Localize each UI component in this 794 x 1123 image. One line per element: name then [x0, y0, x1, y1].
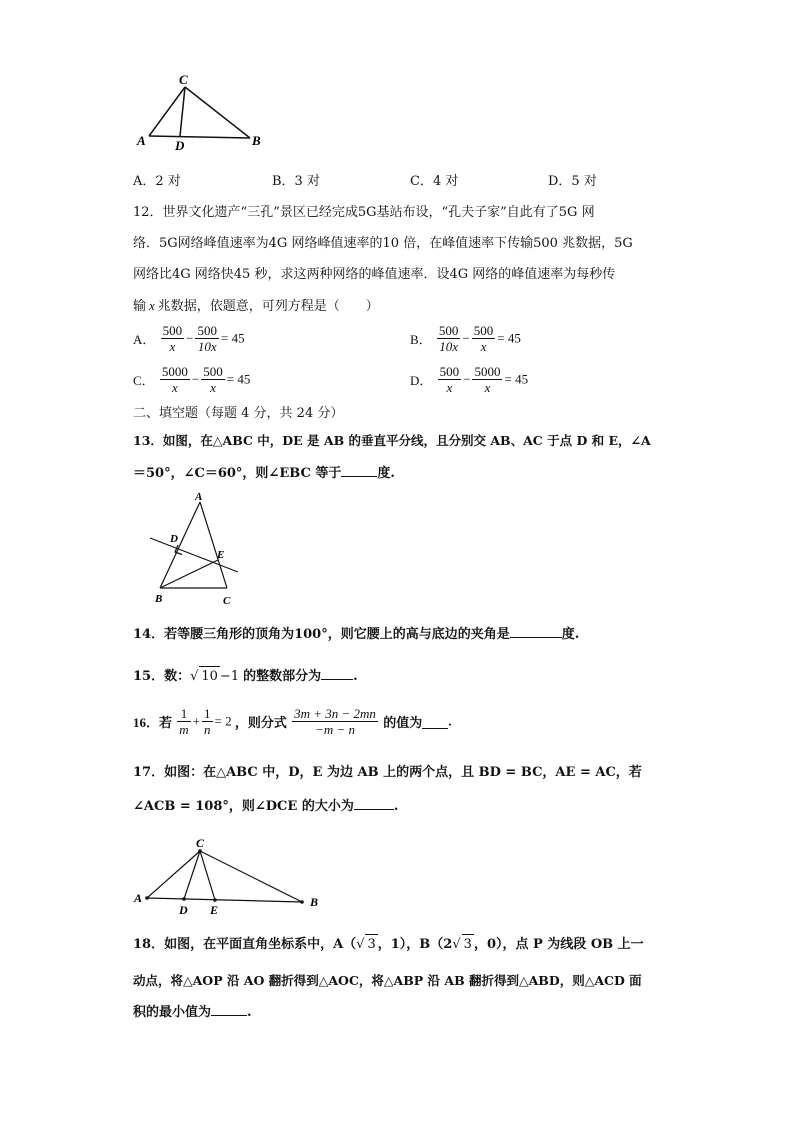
q11-label-b: B [252, 133, 261, 148]
q16-answer-blank[interactable] [422, 714, 448, 729]
q11-side-cb [185, 87, 250, 138]
q13-figure [145, 490, 250, 610]
q18-line1: 18．如图，在平面直角坐标系中，A（√ 3 ，1），B（2√ 3 ，0），点 P 为线段 OB 上一 [133, 934, 644, 955]
q12-line4 [133, 296, 379, 317]
q17-figure [130, 833, 330, 918]
q16: 16．若 $\frac{1}{m}$ + $\frac{1}{n}$ = 2 ，则分式 $\frac{3m + 3n - 2mn}{-m - n}$ 的值为 . [133, 706, 452, 737]
q17-point-a [145, 896, 149, 900]
q12-option-b: B． $\frac{500}{10x}$ − $\frac{500}{x}$ = 45 [410, 323, 521, 354]
q18-root-1: 3 [365, 934, 377, 955]
q13-label-c: C [223, 595, 231, 607]
q13-label-a: A [195, 491, 203, 503]
q12-line4-b: 兆数据，依题意，可列方程是（ ） [157, 299, 379, 314]
q18-line3: 积的最小值为 . [133, 1001, 252, 1023]
q11-figure [135, 70, 270, 155]
q11-label-a: A [137, 133, 146, 148]
q12-line4-a: 输 [133, 299, 147, 314]
q12-d-frac2: $\frac{5000}{x}$ [474, 364, 501, 395]
q17-label-d: D [179, 903, 188, 917]
q13-segment-be [160, 560, 218, 588]
q12-b-frac1: $\frac{500}{10x}$ [438, 323, 459, 354]
q16-frac-1n: $\frac{1}{n}$ [204, 706, 211, 737]
q11-side-ca [149, 87, 185, 136]
q13-label-d: D [170, 533, 178, 545]
q13-label-b: B [155, 593, 163, 605]
q17-segment-ce [200, 851, 215, 900]
q11-label-c: C [179, 72, 188, 87]
q17-point-d [182, 897, 186, 901]
q15-answer-blank[interactable] [321, 665, 353, 680]
q12-option-a: A． $\frac{500}{x}$ − $\frac{500}{10x}$ = 45 [133, 323, 245, 354]
q12-line1: 12．世界文化遗产“三孔”景区已经完成5G基站布设，“孔夫子家”自此有了5G 网 [133, 205, 595, 220]
q12-line4-var: x [149, 298, 155, 313]
q15-radicand: 10 [199, 666, 220, 687]
q11-option-d: D．5 对 [548, 174, 597, 189]
q14: 14．若等腰三角形的顶角为100°，则它腰上的高与底边的夹角是 度. [133, 623, 579, 645]
q12-option-c: C． $\frac{5000}{x}$ − $\frac{500}{x}$ = 45 [133, 364, 251, 395]
q16-frac-1m: $\frac{1}{m}$ [179, 706, 189, 737]
q17-line2: ∠ACB = 108°，则∠DCE 的大小为 . [133, 795, 398, 817]
q18-line2: 动点，将△AOP 沿 AO 翻折得到△AOC，将△ABP 沿 AB 翻折得到△ABD，则△ACD 面 [133, 973, 642, 988]
q17-label-a: A [134, 891, 143, 905]
q15: 15．数：√ 10 −1 的整数部分为 . [133, 665, 358, 687]
q12-line3: 网络比4G 网络快45 秒，求这两种网络的峰值速率．设4G 网络的峰值速率为每秒传 [133, 267, 616, 282]
q11-option-a: A．2 对 [133, 174, 181, 189]
q11-altitude-cd [180, 87, 185, 136]
q12-c-frac2: $\frac{500}{x}$ [203, 364, 223, 395]
q13-answer-blank[interactable] [341, 462, 377, 477]
q13-label-e: E [217, 549, 225, 561]
q18-root-2: 3 [462, 934, 474, 955]
q13-line1: 13．如图，在△ABC 中，DE 是 AB 的垂直平分线，且分别交 AB、AC 于点 D 和 E，∠A [133, 433, 651, 448]
q17-line1: 17．如图：在△ABC 中，D，E 为边 AB 上的两个点，且 BD = BC，AE = AC，若 [133, 765, 642, 780]
q17-answer-blank[interactable] [354, 795, 394, 810]
q13-line2: ＝50°，∠C＝60°，则∠EBC 等于 度. [133, 462, 395, 484]
q17-label-b: B [310, 895, 319, 909]
q12-a-frac2: $\frac{500}{10x}$ [197, 323, 217, 354]
q11-side-ab [149, 136, 250, 138]
q13-side-ab [160, 502, 200, 588]
q17-point-e [213, 898, 217, 902]
q17-label-e: E [210, 903, 219, 917]
section-2-heading: 二、填空题（每题 4 分，共 24 分） [133, 406, 344, 421]
q13-side-ac [200, 502, 227, 588]
q17-point-b [300, 900, 304, 904]
q12-line2: 络．5G网络峰值速率为4G 网络峰值速率的10 倍，在峰值速率下传输500 兆数据，5G [133, 236, 633, 251]
q12-option-d: D． $\frac{500}{x}$ − $\frac{5000}{x}$ = 45 [410, 364, 529, 395]
q11-option-c: C．4 对 [410, 174, 459, 189]
q13-perp-bisector [150, 538, 238, 572]
q12-d-frac1: $\frac{500}{x}$ [439, 364, 460, 395]
q17-side-cb [200, 851, 302, 902]
q11-label-d: D [175, 138, 185, 153]
q18-answer-blank[interactable] [211, 1001, 247, 1016]
q12-a-frac1: $\frac{500}{x}$ [162, 323, 183, 354]
q12-c-frac1: $\frac{5000}{x}$ [161, 364, 188, 395]
q14-answer-blank[interactable] [510, 623, 562, 638]
q17-side-ab [147, 898, 302, 902]
q12-b-frac2: $\frac{500}{x}$ [473, 323, 494, 354]
q11-option-b: B．3 对 [272, 174, 320, 189]
q16-frac-expression: $\frac{3m + 3n - 2mn}{-m - n}$ [294, 706, 376, 737]
q17-label-c: C [196, 836, 205, 850]
